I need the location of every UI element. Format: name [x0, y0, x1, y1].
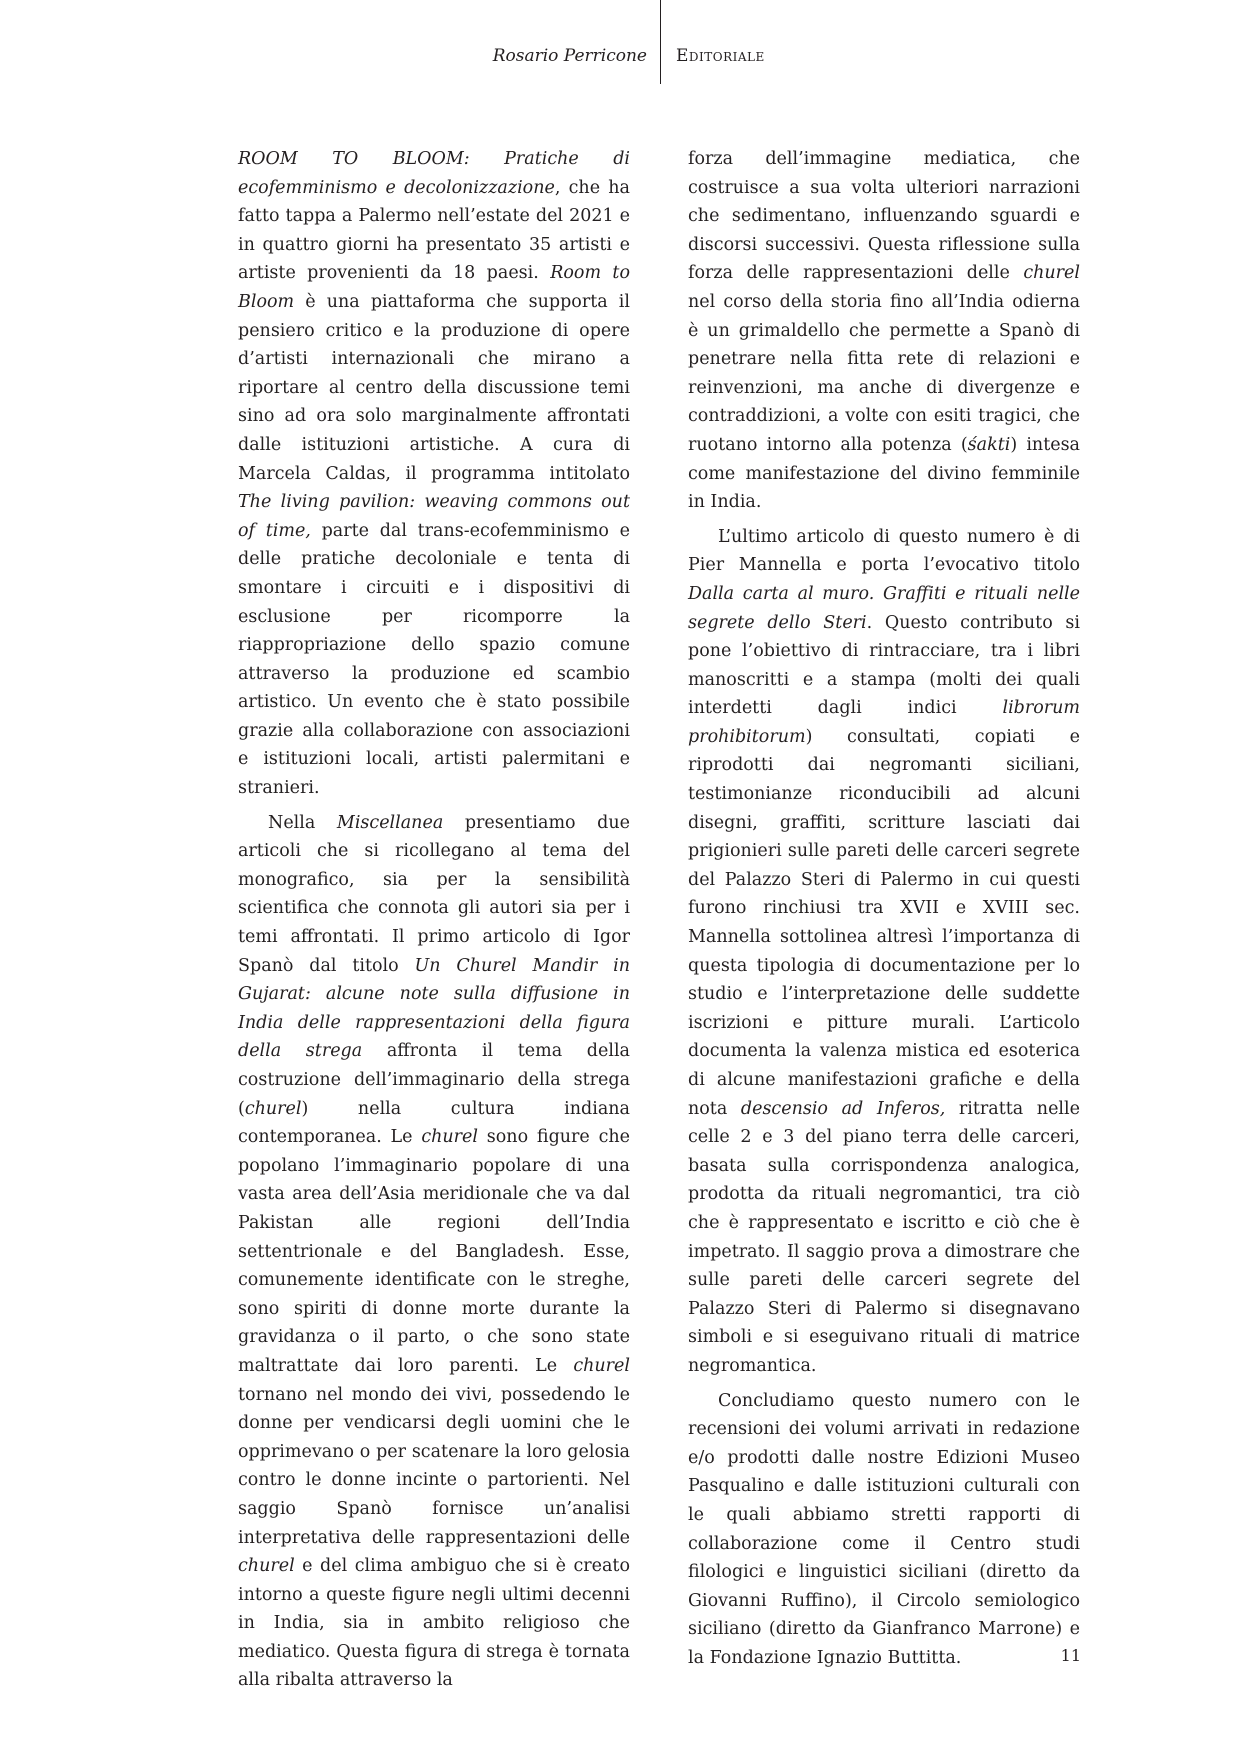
header-author: Rosario Perricone: [492, 46, 647, 66]
text-run: è una piattaforma che supporta il pensiero critico e la produzione di opere d’artisti internazionali che mirano a riportare al centro della discussione temi sino ad ora solo marginalmente affrontati dalle istituzioni artistiche. A cura di Marcela Caldas, il programma intitolato: [238, 291, 630, 484]
text-run: affronta il tema della costruzione dell’immaginario della strega (: [238, 1041, 630, 1119]
paragraph: [688, 1387, 1080, 1673]
italic-term: Miscellanea: [336, 812, 444, 833]
italic-term: churel: [1023, 263, 1080, 284]
text-run: parte dal trans-ecofemminismo e delle pratiche decoloniale e tenta di smontare i circuiti e i dispositivi di esclusione per ricomporre la riappropriazione dello spazio comune attraverso la produzione ed scambio artistico. Un evento che è stato possibile grazie alla collaborazione con associazioni e istituzioni locali, artisti palermitani e stranieri.: [238, 520, 630, 799]
header-vertical-rule-top: [660, 0, 661, 44]
text-run: . Questo contributo si pone l’obiettivo di rintracciare, tra i libri manoscritti e a stampa (molti dei quali interdetti dagli indici: [688, 612, 1081, 719]
header-vertical-rule: [660, 44, 661, 84]
italic-term: churel: [244, 1098, 302, 1119]
italic-term: churel: [573, 1355, 630, 1376]
italic-term: śakti: [967, 434, 1011, 455]
text-run: sono figure che popolano l’immaginario popolare di una vasta area dell’Asia meridionale che va dal Pakistan alle regioni dell’India settentrionale e del Bangladesh. Esse, comunemente identificate con le streghe, sono spiriti di donne morte durante la gravidanza o il parto, o che sono state maltrattate dai loro parenti. Le: [238, 1127, 631, 1376]
italic-term: librorum prohibitorum: [688, 698, 1080, 747]
text-run: forza dell’immagine mediatica, che costruisce a sua volta ulteriori narrazioni che sedimentano, influenzando sguardi e discorsi successivi. Questa riflessione sulla forza delle rappresentazioni delle: [688, 149, 1080, 284]
text-run: presentiamo due articoli che si ricollegano al tema del monografico, sia per la sensibilità scientifica che connota gli autori sia per i temi affrontati. Il primo articolo di Igor Spanò dal titolo: [238, 812, 631, 976]
text-run: nel corso della storia fino all’India odierna è un grimaldello che permette a Spanò di penetrare nella fitta rete di relazioni e reinvenzioni, ma anche di divergenze e contraddizioni, a volte con esiti tragici, che ruotano intorno alla potenza (: [688, 291, 1080, 455]
text-run: ) intesa come manifestazione del divino femminile in India.: [688, 434, 1080, 513]
text-run: L’ultimo articolo di questo numero è di Pier Mannella e porta l’evocativo titolo: [688, 526, 1080, 576]
text-run: ) nella cultura indiana contemporanea. Le: [238, 1098, 630, 1148]
paragraph: [238, 145, 630, 803]
text-run: tornano nel mondo dei vivi, possedendo le donne per vendicarsi degli uomini che le opprimevano o per scatenare la loro gelosia contro le donne incinte o partorienti. Nel saggio Spanò fornisce un’analisi interpretativa delle rappresentazioni delle: [238, 1384, 630, 1548]
header-section: Editoriale: [676, 46, 765, 66]
italic-term: churel: [238, 1556, 295, 1577]
text-column-left: [238, 145, 630, 1695]
paragraph: [688, 145, 1080, 517]
paragraph: [238, 809, 630, 1695]
italic-title: Dalla carta al muro. Graffiti e rituali nelle segrete dello Steri: [688, 583, 1080, 633]
italic-term: descensio ad Inferos,: [740, 1098, 946, 1119]
text-run: ritratta nelle celle 2 e 3 del piano terra delle carceri, basata sulla corrispondenza analogica, prodotta da rituali negromantici, tra ciò che è rappresentato e iscritto e ciò che è impetrato. Il saggio prova a dimostrare che sulle pareti delle carceri segrete del Palazzo Steri di Palermo si disegnavano simboli e si eseguivano rituali di matrice negromantica.: [688, 1098, 1080, 1376]
italic-title: The living pavilion: weaving commons out of time,: [238, 492, 630, 541]
text-run: ) consultati, copiati e riprodotti dai negromanti siciliani, testimonianze riconducibili ad alcuni disegni, graffiti, scritture lasciati dai prigionieri sulle pareti delle carceri segrete del Palazzo Steri di Palermo in cui questi furono rinchiusi tra XVII e XVIII sec. Mannella sottolinea altresì l’importanza di questa tipologia di documentazione per lo studio e l’interpretazione delle suddette iscrizioni e pitture murali. L’articolo documenta la valenza mistica ed esoterica di alcune manifestazioni grafiche e della nota: [688, 726, 1080, 1119]
italic-term: Room to Bloom: [238, 263, 630, 312]
italic-title: Un Churel Mandir in Gujarat: alcune note sulla diffusione in India delle rappresentazioni della figura della strega: [238, 955, 630, 1062]
text-run: Nella: [268, 812, 337, 833]
running-header: [0, 44, 1241, 84]
paragraph: [688, 523, 1080, 1381]
text-run: e del clima ambiguo che si è creato intorno a queste figure negli ultimi decenni in India, sia in ambito religioso che mediatico. Questa figura di strega è tornata alla ribalta attraverso la: [238, 1556, 630, 1691]
italic-term: churel: [421, 1127, 478, 1148]
text-run: , che ha fatto tappa a Palermo nell’estate del 2021 e in quattro giorni ha presentato 35 artisti e artiste provenienti da 18 paesi.: [238, 177, 630, 284]
italic-title: ROOM TO BLOOM: Pratiche di ecofemminismo e decolonizzazione: [238, 149, 630, 198]
text-column-right: [688, 145, 1080, 1672]
page-number: 11: [1060, 1646, 1081, 1665]
text-run: Concludiamo questo numero con le recensioni dei volumi arrivati in redazione e/o prodotti dalle nostre Edizioni Museo Pasqualino e dalle istituzioni culturali con le quali abbiamo stretti rapporti di collaborazione come il Centro studi filologici e linguistici siciliani (diretto da Giovanni Ruffino), il Circolo semiologico siciliano (diretto da Gianfranco Marrone) e la Fondazione Ignazio Buttitta.: [688, 1390, 1080, 1668]
